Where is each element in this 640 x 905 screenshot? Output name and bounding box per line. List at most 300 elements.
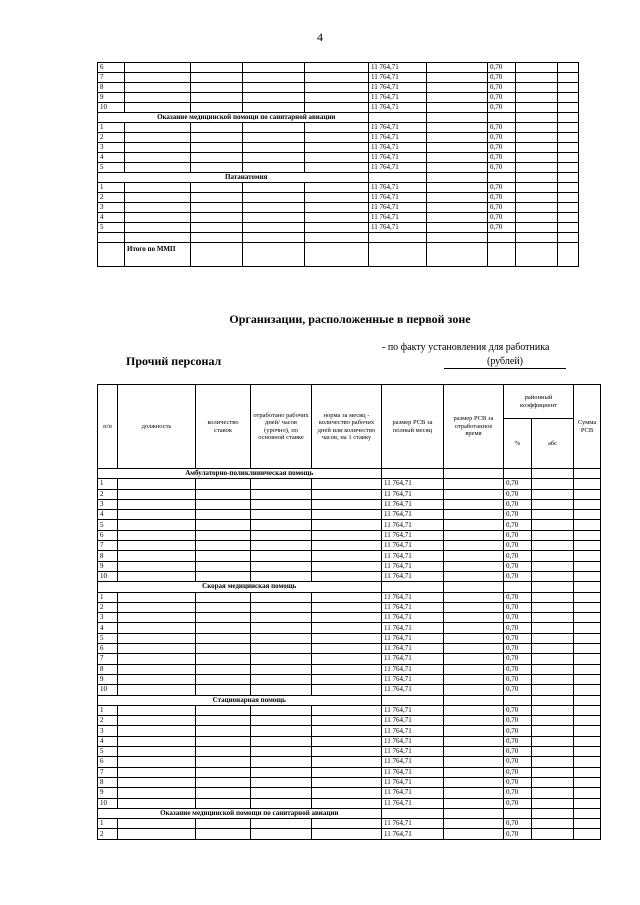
empty-cell bbox=[574, 520, 601, 530]
empty-cell bbox=[427, 93, 488, 103]
section-title: Амбулаторно-поликлиническая помощь bbox=[118, 469, 382, 479]
section-row bbox=[98, 695, 601, 705]
zone-title: Организации, расположенные в первой зоне bbox=[229, 312, 471, 326]
empty-cell bbox=[516, 113, 558, 123]
empty-cell bbox=[243, 233, 305, 243]
empty-cell bbox=[488, 243, 516, 267]
rsv-cell: 11 764,71 bbox=[382, 623, 444, 633]
empty-cell bbox=[558, 163, 579, 173]
empty-cell bbox=[251, 788, 312, 798]
rsv-cell: 11 764,71 bbox=[382, 571, 444, 581]
table-row bbox=[98, 829, 601, 839]
empty-cell bbox=[574, 808, 601, 818]
coef-cell: 0,70 bbox=[488, 163, 516, 173]
empty-cell bbox=[125, 193, 191, 203]
empty-cell bbox=[196, 788, 251, 798]
row-number: 3 bbox=[98, 203, 125, 213]
empty-cell bbox=[251, 623, 312, 633]
row-number: 1 bbox=[98, 705, 118, 715]
empty-cell bbox=[191, 103, 243, 113]
empty-cell bbox=[532, 530, 574, 540]
row-number: 1 bbox=[98, 183, 125, 193]
empty-cell bbox=[118, 654, 196, 664]
empty-cell bbox=[305, 163, 369, 173]
empty-cell bbox=[305, 83, 369, 93]
empty-cell bbox=[118, 736, 196, 746]
row-number: 1 bbox=[98, 123, 125, 133]
empty-cell bbox=[191, 73, 243, 83]
empty-cell bbox=[251, 757, 312, 767]
empty-cell bbox=[444, 602, 504, 612]
empty-cell bbox=[574, 664, 601, 674]
empty-cell bbox=[532, 674, 574, 684]
empty-cell bbox=[516, 153, 558, 163]
empty-cell bbox=[251, 551, 312, 561]
row-number: 7 bbox=[98, 767, 118, 777]
empty-cell bbox=[444, 664, 504, 674]
table-header bbox=[98, 385, 601, 469]
rsv-cell: 11 764,71 bbox=[382, 561, 444, 571]
total-label: Итого по ММП bbox=[125, 243, 191, 267]
empty-cell bbox=[312, 633, 382, 643]
coef-cell: 0,70 bbox=[504, 685, 532, 695]
table-row bbox=[98, 73, 579, 83]
empty-cell bbox=[312, 499, 382, 509]
rsv-cell: 11 764,71 bbox=[382, 499, 444, 509]
header-worked: отработано рабочих дней/ часов (урочно), по основной ставке bbox=[251, 385, 312, 469]
empty-cell bbox=[574, 499, 601, 509]
empty-cell bbox=[532, 561, 574, 571]
empty-cell bbox=[444, 551, 504, 561]
empty-cell bbox=[369, 243, 427, 267]
empty-cell bbox=[558, 143, 579, 153]
empty-cell bbox=[312, 602, 382, 612]
empty-cell bbox=[504, 695, 532, 705]
table-row bbox=[98, 83, 579, 93]
empty-cell bbox=[125, 143, 191, 153]
empty-cell bbox=[196, 551, 251, 561]
empty-cell bbox=[98, 233, 125, 243]
empty-cell bbox=[427, 153, 488, 163]
empty-cell bbox=[444, 685, 504, 695]
empty-cell bbox=[118, 551, 196, 561]
coef-cell: 0,70 bbox=[504, 777, 532, 787]
empty-cell bbox=[312, 623, 382, 633]
table-row bbox=[98, 213, 579, 223]
empty-cell bbox=[251, 571, 312, 581]
empty-cell bbox=[574, 726, 601, 736]
empty-cell bbox=[574, 685, 601, 695]
empty-cell bbox=[118, 541, 196, 551]
empty-cell bbox=[312, 777, 382, 787]
coef-cell: 0,70 bbox=[504, 551, 532, 561]
empty-cell bbox=[444, 819, 504, 829]
empty-cell bbox=[251, 654, 312, 664]
coef-cell: 0,70 bbox=[504, 747, 532, 757]
empty-cell bbox=[196, 685, 251, 695]
empty-cell bbox=[191, 83, 243, 93]
empty-cell bbox=[532, 489, 574, 499]
header-abs: абс bbox=[532, 419, 574, 469]
row-number: 9 bbox=[98, 788, 118, 798]
rsv-cell: 11 764,71 bbox=[382, 530, 444, 540]
rsv-cell: 11 764,71 bbox=[382, 705, 444, 715]
rsv-cell: 11 764,71 bbox=[382, 747, 444, 757]
blank-row bbox=[98, 233, 579, 243]
table-row bbox=[98, 685, 601, 695]
empty-cell bbox=[427, 203, 488, 213]
empty-cell bbox=[251, 613, 312, 623]
coef-cell: 0,70 bbox=[504, 592, 532, 602]
empty-cell bbox=[251, 541, 312, 551]
empty-cell bbox=[243, 63, 305, 73]
empty-cell bbox=[574, 705, 601, 715]
empty-cell bbox=[532, 736, 574, 746]
table-row bbox=[98, 819, 601, 829]
coef-cell: 0,70 bbox=[488, 73, 516, 83]
empty-cell bbox=[196, 726, 251, 736]
empty-cell bbox=[427, 213, 488, 223]
empty-cell bbox=[532, 644, 574, 654]
table-row bbox=[98, 644, 601, 654]
empty-cell bbox=[251, 767, 312, 777]
empty-cell bbox=[488, 113, 516, 123]
empty-cell bbox=[574, 582, 601, 592]
empty-cell bbox=[305, 143, 369, 153]
empty-cell bbox=[196, 819, 251, 829]
table-row bbox=[98, 654, 601, 664]
empty-cell bbox=[532, 829, 574, 839]
rsv-cell: 11 764,71 bbox=[382, 798, 444, 808]
empty-cell bbox=[427, 233, 488, 243]
empty-cell bbox=[444, 592, 504, 602]
empty-cell bbox=[251, 705, 312, 715]
table-row bbox=[98, 551, 601, 561]
empty-cell bbox=[444, 582, 504, 592]
total-row bbox=[98, 243, 579, 267]
header-rsv-worked: размер РСВ за отработанное время bbox=[444, 385, 504, 469]
empty-cell bbox=[574, 695, 601, 705]
rsv-cell: 11 764,71 bbox=[382, 644, 444, 654]
empty-cell bbox=[118, 674, 196, 684]
empty-cell bbox=[532, 541, 574, 551]
empty-cell bbox=[118, 571, 196, 581]
empty-cell bbox=[312, 541, 382, 551]
empty-cell bbox=[243, 203, 305, 213]
empty-cell bbox=[251, 520, 312, 530]
table-row bbox=[98, 143, 579, 153]
coef-cell: 0,70 bbox=[504, 829, 532, 839]
empty-cell bbox=[191, 93, 243, 103]
empty-cell bbox=[243, 183, 305, 193]
empty-cell bbox=[196, 757, 251, 767]
empty-cell bbox=[312, 757, 382, 767]
rsv-cell: 11 764,71 bbox=[382, 788, 444, 798]
empty-cell bbox=[196, 613, 251, 623]
empty-cell bbox=[574, 757, 601, 767]
rsv-cell: 11 764,71 bbox=[382, 767, 444, 777]
empty-cell bbox=[444, 695, 504, 705]
empty-cell bbox=[191, 143, 243, 153]
table-row bbox=[98, 223, 579, 233]
empty-cell bbox=[125, 133, 191, 143]
empty-cell bbox=[196, 716, 251, 726]
currency-note: (рублей) bbox=[444, 356, 566, 369]
coef-cell: 0,70 bbox=[504, 767, 532, 777]
empty-cell bbox=[574, 479, 601, 489]
empty-cell bbox=[382, 582, 444, 592]
section-num-cell bbox=[98, 808, 118, 818]
empty-cell bbox=[251, 479, 312, 489]
empty-cell bbox=[118, 592, 196, 602]
empty-cell bbox=[532, 520, 574, 530]
empty-cell bbox=[312, 510, 382, 520]
empty-cell bbox=[427, 183, 488, 193]
rsv-cell: 11 764,71 bbox=[369, 163, 427, 173]
table-row bbox=[98, 479, 601, 489]
empty-cell bbox=[444, 469, 504, 479]
row-number: 2 bbox=[98, 489, 118, 499]
empty-cell bbox=[305, 153, 369, 163]
empty-cell bbox=[427, 63, 488, 73]
empty-cell bbox=[118, 644, 196, 654]
empty-cell bbox=[251, 510, 312, 520]
empty-cell bbox=[444, 788, 504, 798]
empty-cell bbox=[558, 123, 579, 133]
empty-cell bbox=[191, 183, 243, 193]
table-row bbox=[98, 520, 601, 530]
empty-cell bbox=[118, 479, 196, 489]
coef-cell: 0,70 bbox=[488, 133, 516, 143]
rsv-cell: 11 764,71 bbox=[382, 685, 444, 695]
empty-cell bbox=[251, 685, 312, 695]
coef-cell: 0,70 bbox=[504, 613, 532, 623]
rsv-cell: 11 764,71 bbox=[369, 203, 427, 213]
row-number: 6 bbox=[98, 530, 118, 540]
empty-cell bbox=[118, 726, 196, 736]
row-number: 8 bbox=[98, 664, 118, 674]
section-num-cell bbox=[98, 469, 118, 479]
row-number: 10 bbox=[98, 685, 118, 695]
empty-cell bbox=[125, 233, 191, 243]
coef-cell: 0,70 bbox=[488, 193, 516, 203]
empty-cell bbox=[574, 571, 601, 581]
row-number: 2 bbox=[98, 133, 125, 143]
empty-cell bbox=[532, 499, 574, 509]
empty-cell bbox=[312, 736, 382, 746]
rsv-cell: 11 764,71 bbox=[382, 664, 444, 674]
coef-cell: 0,70 bbox=[504, 736, 532, 746]
empty-cell bbox=[516, 243, 558, 267]
empty-cell bbox=[558, 83, 579, 93]
section-title: Стационарная помощь bbox=[118, 695, 382, 705]
category-title: Прочий персонал bbox=[126, 354, 222, 368]
row-number: 4 bbox=[98, 510, 118, 520]
empty-cell bbox=[516, 223, 558, 233]
empty-cell bbox=[558, 173, 579, 183]
empty-cell bbox=[196, 777, 251, 787]
empty-cell bbox=[125, 213, 191, 223]
section-title: Оказание медицинской помощи по санитарной авиации bbox=[125, 113, 369, 123]
empty-cell bbox=[251, 530, 312, 540]
coef-cell: 0,70 bbox=[488, 83, 516, 93]
empty-cell bbox=[312, 551, 382, 561]
empty-cell bbox=[251, 716, 312, 726]
empty-cell bbox=[251, 726, 312, 736]
table-row bbox=[98, 613, 601, 623]
row-number: 6 bbox=[98, 63, 125, 73]
rsv-cell: 11 764,71 bbox=[382, 654, 444, 664]
coef-cell: 0,70 bbox=[488, 143, 516, 153]
coef-cell: 0,70 bbox=[504, 664, 532, 674]
empty-cell bbox=[125, 73, 191, 83]
table-row bbox=[98, 705, 601, 715]
empty-cell bbox=[488, 233, 516, 243]
empty-cell bbox=[574, 592, 601, 602]
header-rsv-full: размер РСВ за полный месяц bbox=[382, 385, 444, 469]
section-title: Патанатомия bbox=[125, 173, 369, 183]
empty-cell bbox=[427, 73, 488, 83]
empty-cell bbox=[558, 73, 579, 83]
empty-cell bbox=[574, 633, 601, 643]
empty-cell bbox=[118, 633, 196, 643]
row-number: 7 bbox=[98, 654, 118, 664]
empty-cell bbox=[305, 73, 369, 83]
section-title: Скорая медицинская помощь bbox=[118, 582, 382, 592]
empty-cell bbox=[312, 798, 382, 808]
row-number: 9 bbox=[98, 674, 118, 684]
empty-cell bbox=[532, 767, 574, 777]
table-row bbox=[98, 592, 601, 602]
empty-cell bbox=[516, 193, 558, 203]
empty-cell bbox=[125, 203, 191, 213]
table-row bbox=[98, 153, 579, 163]
empty-cell bbox=[312, 685, 382, 695]
empty-cell bbox=[532, 808, 574, 818]
empty-cell bbox=[251, 777, 312, 787]
table-row bbox=[98, 530, 601, 540]
empty-cell bbox=[191, 233, 243, 243]
empty-cell bbox=[532, 685, 574, 695]
empty-cell bbox=[196, 499, 251, 509]
empty-cell bbox=[196, 644, 251, 654]
rsv-cell: 11 764,71 bbox=[382, 777, 444, 787]
rsv-cell: 11 764,71 bbox=[369, 223, 427, 233]
empty-cell bbox=[574, 654, 601, 664]
empty-cell bbox=[532, 469, 574, 479]
empty-cell bbox=[444, 479, 504, 489]
table-row bbox=[98, 664, 601, 674]
empty-cell bbox=[516, 83, 558, 93]
coef-cell: 0,70 bbox=[504, 716, 532, 726]
coef-cell: 0,70 bbox=[504, 788, 532, 798]
rsv-cell: 11 764,71 bbox=[382, 829, 444, 839]
empty-cell bbox=[196, 664, 251, 674]
table-row bbox=[98, 499, 601, 509]
table-row bbox=[98, 716, 601, 726]
rsv-cell: 11 764,71 bbox=[382, 613, 444, 623]
row-number: 4 bbox=[98, 213, 125, 223]
coef-cell: 0,70 bbox=[488, 123, 516, 133]
rsv-cell: 11 764,71 bbox=[382, 674, 444, 684]
empty-cell bbox=[243, 153, 305, 163]
empty-cell bbox=[444, 705, 504, 715]
empty-cell bbox=[118, 798, 196, 808]
empty-cell bbox=[427, 113, 488, 123]
empty-cell bbox=[196, 654, 251, 664]
empty-cell bbox=[251, 798, 312, 808]
row-number: 10 bbox=[98, 103, 125, 113]
empty-cell bbox=[305, 183, 369, 193]
empty-cell bbox=[196, 767, 251, 777]
empty-cell bbox=[558, 223, 579, 233]
coef-cell: 0,70 bbox=[504, 798, 532, 808]
rsv-cell: 11 764,71 bbox=[382, 757, 444, 767]
empty-cell bbox=[444, 541, 504, 551]
other-staff-table-body bbox=[98, 469, 601, 840]
empty-cell bbox=[574, 819, 601, 829]
coef-cell: 0,70 bbox=[504, 674, 532, 684]
empty-cell bbox=[558, 113, 579, 123]
table-row bbox=[98, 757, 601, 767]
row-number: 2 bbox=[98, 193, 125, 203]
row-number: 4 bbox=[98, 623, 118, 633]
empty-cell bbox=[312, 530, 382, 540]
empty-cell bbox=[243, 83, 305, 93]
empty-cell bbox=[574, 829, 601, 839]
row-number: 1 bbox=[98, 592, 118, 602]
empty-cell bbox=[191, 163, 243, 173]
empty-cell bbox=[312, 747, 382, 757]
rsv-cell: 11 764,71 bbox=[382, 602, 444, 612]
empty-cell bbox=[444, 633, 504, 643]
coef-cell: 0,70 bbox=[504, 499, 532, 509]
row-number: 9 bbox=[98, 93, 125, 103]
empty-cell bbox=[532, 819, 574, 829]
section-num-cell bbox=[98, 113, 125, 123]
empty-cell bbox=[574, 674, 601, 684]
row-number: 4 bbox=[98, 736, 118, 746]
row-number: 1 bbox=[98, 479, 118, 489]
header-rates: количество ставок bbox=[196, 385, 251, 469]
table-row bbox=[98, 602, 601, 612]
empty-cell bbox=[196, 798, 251, 808]
empty-cell bbox=[516, 133, 558, 143]
rsv-cell: 11 764,71 bbox=[382, 592, 444, 602]
coef-cell: 0,70 bbox=[488, 103, 516, 113]
empty-cell bbox=[191, 153, 243, 163]
empty-cell bbox=[312, 674, 382, 684]
row-number: 9 bbox=[98, 561, 118, 571]
table-row bbox=[98, 203, 579, 213]
empty-cell bbox=[574, 747, 601, 757]
empty-cell bbox=[305, 193, 369, 203]
empty-cell bbox=[118, 561, 196, 571]
empty-cell bbox=[312, 767, 382, 777]
empty-cell bbox=[532, 571, 574, 581]
table-row bbox=[98, 726, 601, 736]
rsv-cell: 11 764,71 bbox=[382, 489, 444, 499]
row-number: 8 bbox=[98, 777, 118, 787]
table-row bbox=[98, 571, 601, 581]
empty-cell bbox=[251, 633, 312, 643]
row-number: 7 bbox=[98, 541, 118, 551]
rsv-cell: 11 764,71 bbox=[382, 819, 444, 829]
empty-cell bbox=[532, 705, 574, 715]
empty-cell bbox=[574, 489, 601, 499]
empty-cell bbox=[243, 143, 305, 153]
empty-cell bbox=[196, 602, 251, 612]
